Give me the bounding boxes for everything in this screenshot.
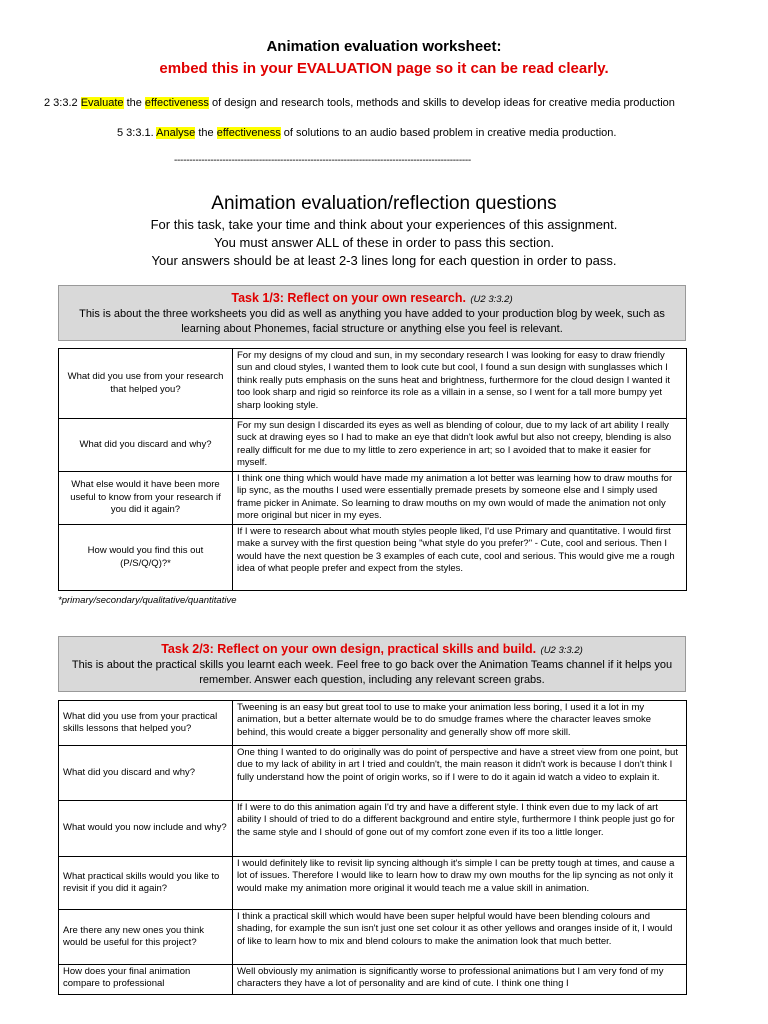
task2-description: This is about the practical skills you learnt each week. Feel free to go back over the Animation Teams channel if it helps you remember. Answer each question, including any relevant screen grabs. bbox=[71, 659, 673, 686]
table-row bbox=[59, 472, 687, 525]
task2-table bbox=[58, 700, 687, 995]
intro-line-3: Your answers should be at least 2-3 lines long for each question in order to pass. bbox=[151, 253, 617, 268]
answer-cell: One thing I wanted to do originally was do point of perspective and have a street view from one point, but due to my lack of ability in art I tried and couldn't, the main reason it didn't work is because I don't think I fully understand how the point of origin works, so if I were to do it again id watch a video to explain it. bbox=[233, 746, 687, 801]
task1-description: This is about the three worksheets you did as well as anything you have added to your production blog by week, such as learning about Phonemes, facial structure or anything else you feel is relevant. bbox=[79, 308, 665, 335]
answer-cell: If I were to do this animation again I'd try and have a different style. I think even due to my lack of art ability I should of tried to do a different background and entire style, furthermore I think people just go for the same style and I should of gone out of my comfort zone even if its too a little longer. bbox=[233, 801, 687, 857]
criterion-2-verb: Analyse bbox=[156, 127, 196, 139]
task2-title: Task 2/3: Reflect on your own design, practical skills and build. bbox=[161, 642, 537, 656]
footnote: *primary/secondary/qualitative/quantitative bbox=[58, 595, 237, 606]
task1-title: Task 1/3: Reflect on your own research. bbox=[231, 291, 466, 305]
answer-cell: I would definitely like to revisit lip syncing although it's simple I can be pretty tough at times, and cause a lot of issues. Therefore I would like to learn how to draw my own mouths for the lip syncing as not only it would make my animation more original it would teach me a value skill in animation. bbox=[233, 857, 687, 910]
question-cell: How would you find this out (P/S/Q/Q)?* bbox=[59, 525, 233, 591]
divider-line: -------------------------------------------------------------------------------------------------- bbox=[174, 155, 471, 166]
task1-ref: (U2 3:3.2) bbox=[470, 294, 513, 305]
task2-header bbox=[58, 636, 686, 692]
question-cell: What did you use from your practical skills lessons that helped you? bbox=[59, 701, 233, 746]
question-cell: What practical skills would you like to revisit if you did it again? bbox=[59, 857, 233, 910]
answer-cell: Well obviously my animation is significantly worse to professional animations but I am very fond of my characters they have a lot of personality and are kind of cute. I think one thing I bbox=[233, 965, 687, 995]
criterion-1-verb: Evaluate bbox=[80, 97, 124, 109]
table-row bbox=[59, 965, 687, 995]
section-heading: Animation evaluation/reflection questions bbox=[211, 193, 557, 214]
table-row bbox=[59, 525, 687, 591]
question-cell: What would you now include and why? bbox=[59, 801, 233, 857]
intro-line-2: You must answer ALL of these in order to pass this section. bbox=[213, 235, 555, 250]
task1-table bbox=[58, 348, 687, 591]
worksheet-title: Animation evaluation worksheet: bbox=[266, 38, 502, 55]
table-row bbox=[59, 701, 687, 746]
answer-cell: For my sun design I discarded its eyes as well as blending of colour, due to my lack of art ability I really suck at drawing eyes so I had to make an eye that didn't look awful but also not creepy, blending is also really difficult for me due to my little to zero experience in art; so I avoided that to make it easier for myself. bbox=[233, 419, 687, 472]
criterion-2-key: effectiveness bbox=[216, 127, 281, 139]
worksheet-subtitle: embed this in your EVALUATION page so it can be read clearly. bbox=[159, 60, 609, 77]
table-row bbox=[59, 910, 687, 965]
question-cell: What did you discard and why? bbox=[59, 419, 233, 472]
answer-cell: I think one thing which would have made my animation a lot better was learning how to draw mouths for lip sync, as the mouths I used were essentially premade presets by someone else and I simply used frame picker in Animate. So learning to draw mouths on my own would of made the animation not only more original but nicer in my eyes. bbox=[233, 472, 687, 525]
table-row bbox=[59, 419, 687, 472]
table-row bbox=[59, 801, 687, 857]
answer-cell: I think a practical skill which would have been super helpful would have been blending colours and shading, for example the sun isn't just one set colour it as other yellows and oranges inside of it, I would of like to learn how to mix and blend colours to make the animation look that much better. bbox=[233, 910, 687, 965]
criterion-1-key: effectiveness bbox=[144, 97, 209, 109]
table-row bbox=[59, 857, 687, 910]
task1-header bbox=[58, 285, 686, 341]
table-row bbox=[59, 349, 687, 419]
task2-ref: (U2 3:3.2) bbox=[540, 645, 583, 656]
intro-line-1: For this task, take your time and think about your experiences of this assignment. bbox=[150, 217, 618, 232]
question-cell: What else would it have been more useful to know from your research if you did it again? bbox=[59, 472, 233, 525]
answer-cell: If I were to research about what mouth styles people liked, I'd use Primary and quantitative. I would first make a survey with the first question being "what style do you prefer?" - Cute, cool and serious. Then I would have the next question be 3 examples of each cute, cool and serious. This would give me a rough idea of what people prefer and expect from the styles. bbox=[233, 525, 687, 591]
answer-cell: Tweening is an easy but great tool to use to make your animation less boring, I used it a lot in my animation, but a better alternate would be to do smudge frames where the character leaves smoke behind, this would create a bigger personality and generally show off more skill. bbox=[233, 701, 687, 746]
question-cell: How does your final animation compare to professional bbox=[59, 965, 233, 995]
question-cell: What did you use from your research that helped you? bbox=[59, 349, 233, 419]
table-row bbox=[59, 746, 687, 801]
question-cell: What did you discard and why? bbox=[59, 746, 233, 801]
criterion-2: 5 3:3.1. Analyse the effectiveness of solutions to an audio based problem in creative media production. bbox=[117, 127, 617, 139]
question-cell: Are there any new ones you think would be useful for this project? bbox=[59, 910, 233, 965]
answer-cell: For my designs of my cloud and sun, in my secondary research I was looking for easy to draw friendly sun and cloud styles, I wanted them to look cute but cool, I found a sun design with sunglasses which I think really puts emphasis on the suns heat and brightness, furthermore for the cloud design I wanted it too look sharp and rigid so reinforce its role as a villain in a sense, so I went for a tall more bumpy yet sharp looking style. bbox=[233, 349, 687, 419]
criterion-1: 2 3:3.2 Evaluate the effectiveness of design and research tools, methods and skills to develop ideas for creative media production bbox=[44, 97, 675, 109]
